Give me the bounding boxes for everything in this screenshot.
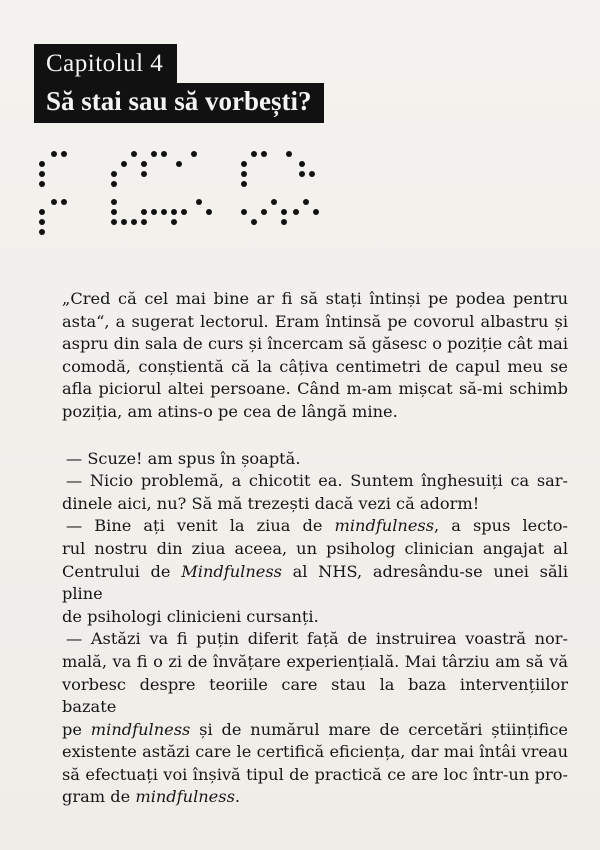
chapter-title: Să stai sau să vorbești? [34, 83, 324, 123]
dialogue-line: — Bine ați venit la ziua de mindfulness, a spus lecto- [66, 516, 568, 536]
dialogue-line: — Nicio problemă, a chicotit ea. Suntem înghesuiți ca sar- [66, 471, 568, 491]
body-text [62, 288, 568, 809]
braille-dots [39, 151, 319, 235]
chapter-label: Capitolul 4 [34, 44, 177, 84]
dialogue-line: pe mindfulness și de numărul mare de cercetări științifice [62, 719, 568, 739]
dialogue-line: — Scuze! am spus în șoaptă. [66, 448, 301, 468]
dialogue-line: — Astăzi va fi puțin diferit față de instruirea voastră nor- [66, 629, 568, 649]
dialogue-line: rul nostru din ziua aceea, un psiholog clinician angajat al [62, 538, 568, 558]
text-line: „Cred că cel mai bine ar fi să stați întinși pe podea pentru [62, 289, 568, 308]
dialogue-line: Centrului de Mindfulness al NHS, adresându-se unei săli pline [62, 561, 568, 604]
dialogue-line: să efectuați voi înșivă tipul de practică ce are loc într-un pro- [62, 764, 568, 784]
chapter-heading [34, 44, 324, 123]
dialogue-line: mală, va fi o zi de învățare experiențială. Mai târziu am să vă [62, 651, 568, 671]
paragraph-gap [62, 424, 568, 448]
text-line: comodă, conștientă că la câțiva centimetri de capul meu se [62, 356, 568, 376]
dialogue-line: dinele aici, nu? Să mă trezești dacă vezi că adorm! [62, 493, 480, 513]
dialogue-line: vorbesc despre teoriile care stau la baza intervențiilor bazate [62, 674, 568, 717]
dialogue-line: existente astăzi care le certifică eficiența, dar mai întâi vreau [62, 742, 568, 762]
dialogue-block [62, 448, 568, 810]
paragraph-intro [62, 288, 568, 424]
dialogue-line: gram de mindfulness. [62, 787, 241, 807]
text-line: afla piciorul altei persoane. Când m-am mișcat să-mi schimb [62, 379, 568, 399]
text-line: poziția, am atins-o pe cea de lângă mine. [62, 401, 398, 421]
dialogue-line: de psihologi clinicieni cursanți. [62, 606, 319, 626]
braille-ornament [34, 150, 334, 240]
text-line: asta“, a sugerat lectorul. Eram întinsă pe covorul albastru și [62, 311, 568, 331]
text-line: aspru din sala de curs și încercam să găsesc o poziție cât mai [62, 334, 568, 354]
